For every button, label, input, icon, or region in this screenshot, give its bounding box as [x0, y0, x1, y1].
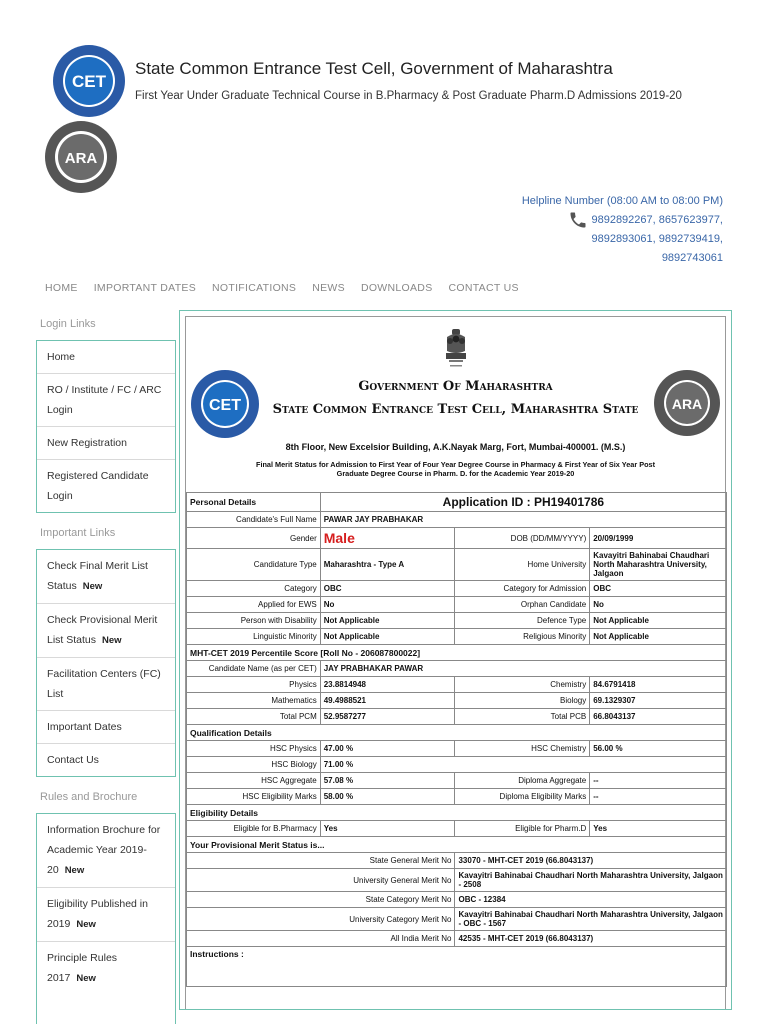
sidebar-item-eligibility[interactable] — [37, 888, 175, 942]
nav-news[interactable]: NEWS — [312, 282, 345, 294]
field-label: Biology — [455, 693, 590, 709]
table-row — [187, 789, 727, 805]
field-label: Home University — [455, 549, 590, 581]
login-links-box — [36, 340, 176, 513]
physics-value: 23.8814948 — [320, 677, 455, 693]
merit-status-frame — [185, 316, 726, 1009]
rules-heading: Rules and Brochure — [40, 791, 138, 803]
field-label: Applied for EWS — [187, 597, 321, 613]
field-label: State Category Merit No — [187, 892, 455, 908]
cet-logo — [52, 44, 126, 118]
field-label: Category — [187, 581, 321, 597]
sidebar-item-label: Information Brochure for Academic Year 2019-20 — [47, 824, 161, 876]
important-links-box — [36, 549, 176, 777]
sidebar-item-ro-login[interactable]: RO / Institute / FC / ARC Login — [37, 374, 175, 427]
sidebar-item-new-registration[interactable]: New Registration — [37, 427, 175, 460]
nav-notifications[interactable]: NOTIFICATIONS — [212, 282, 297, 294]
field-label: Eligible for B.Pharmacy — [187, 821, 321, 837]
new-badge: New — [82, 581, 103, 592]
sidebar-item-contact-us[interactable]: Contact Us — [47, 754, 99, 766]
total-pcb-value: 66.8043137 — [590, 709, 727, 725]
category-value: OBC — [320, 581, 455, 597]
home-university-value: Kavayitri Bahinabai Chaudhari North Maharashtra University, Jalgaon — [590, 549, 727, 581]
login-links-heading: Login Links — [40, 318, 96, 330]
new-badge: New — [64, 865, 85, 876]
field-label: HSC Chemistry — [455, 741, 590, 757]
table-row — [187, 853, 727, 869]
table-row — [187, 661, 727, 677]
cet-logo-text: CET — [72, 72, 106, 91]
important-links-heading: Important Links — [40, 527, 116, 539]
field-label: Eligible for Pharm.D — [455, 821, 590, 837]
mathematics-value: 49.4988521 — [320, 693, 455, 709]
field-label: University General Merit No — [187, 869, 455, 892]
field-label: Category for Admission — [455, 581, 590, 597]
linguistic-minority-value: Not Applicable — [320, 629, 455, 645]
table-row — [187, 773, 727, 789]
field-label: HSC Biology — [187, 757, 321, 773]
total-pcm-value: 52.9587277 — [320, 709, 455, 725]
ews-value: No — [320, 597, 455, 613]
field-label: Candidate's Full Name — [187, 512, 321, 528]
field-label: Linguistic Minority — [187, 629, 321, 645]
gov-heading: Government Of Maharashtra — [358, 379, 553, 394]
helpline — [522, 192, 723, 268]
sidebar — [36, 310, 176, 1024]
table-row — [187, 837, 727, 853]
sidebar-item-label: Eligibility Published in 2019 — [47, 898, 148, 930]
cell-heading: State Common Entrance Test Cell, Maharashtra State — [272, 402, 639, 417]
field-label: Gender — [187, 528, 321, 549]
field-label: Candidature Type — [187, 549, 321, 581]
ara-logo-text: ARA — [64, 150, 98, 167]
sidebar-item-label: Check Provisional Merit List Status — [47, 614, 158, 646]
table-row — [187, 613, 727, 629]
university-category-merit-value: Kavayitri Bahinabai Chaudhari North Maharashtra University, Jalgaon - OBC - 1567 — [455, 908, 727, 931]
field-label: Physics — [187, 677, 321, 693]
table-row — [187, 725, 727, 741]
table-row — [187, 581, 727, 597]
nav-important-dates[interactable]: IMPORTANT DATES — [93, 282, 197, 294]
field-label: University Category Merit No — [187, 908, 455, 931]
field-label: HSC Aggregate — [187, 773, 321, 789]
merit-status-heading: Your Provisional Merit Status is... — [187, 837, 727, 853]
instructions-label: Instructions : — [187, 947, 727, 987]
field-label: Orphan Candidate — [455, 597, 590, 613]
pharmd-eligible-value: Yes — [590, 821, 727, 837]
admission-category-value: OBC — [590, 581, 727, 597]
helpline-label: Helpline Number (08:00 AM to 08:00 PM) — [521, 195, 723, 207]
field-label: Diploma Aggregate — [455, 773, 590, 789]
new-badge: New — [76, 973, 96, 984]
ara-logo — [44, 120, 118, 194]
table-row — [187, 528, 727, 549]
merit-status-title: Final Merit Status for Admission to First Year of Four Year Degree Course in Pharmacy & First Year of Six Year Post Graduate Degree Course in Pharm. D. for the Academic Year 2019-20 — [255, 460, 656, 478]
field-label: Diploma Eligibility Marks — [455, 789, 590, 805]
hsc-biology-value: 71.00 % — [320, 757, 726, 773]
field-label: Total PCB — [455, 709, 590, 725]
field-label: Person with Disability — [187, 613, 321, 629]
defence-value: Not Applicable — [590, 613, 727, 629]
cet-candidate-name: JAY PRABHAKAR PAWAR — [320, 661, 726, 677]
sidebar-item-principle-rules[interactable] — [37, 942, 175, 995]
diploma-eligibility-value: -- — [590, 789, 727, 805]
all-india-merit-value: 42535 - MHT-CET 2019 (66.8043137) — [455, 931, 727, 947]
table-row — [187, 597, 727, 613]
site-title: State Common Entrance Test Cell, Government of Maharashtra — [135, 59, 613, 78]
table-row — [187, 869, 727, 892]
hsc-aggregate-value: 57.08 % — [320, 773, 455, 789]
field-label: All India Merit No — [187, 931, 455, 947]
dob-value: 20/09/1999 — [590, 528, 727, 549]
site-subtitle: First Year Under Graduate Technical Course in B.Pharmacy & Post Graduate Pharm.D Admissions 2019-20 — [135, 90, 682, 102]
table-row — [187, 805, 727, 821]
candidature-type-value: Maharashtra - Type A — [320, 549, 455, 581]
field-label: Religious Minority — [455, 629, 590, 645]
main-nav — [45, 282, 535, 294]
table-row — [187, 645, 727, 661]
nav-downloads[interactable]: DOWNLOADS — [360, 282, 433, 294]
sidebar-item-brochure[interactable] — [37, 814, 175, 888]
state-general-merit-value: 33070 - MHT-CET 2019 (66.8043137) — [455, 853, 727, 869]
table-row — [187, 512, 727, 528]
qualification-heading: Qualification Details — [187, 725, 727, 741]
chemistry-value: 84.6791418 — [590, 677, 727, 693]
bpharm-eligible-value: Yes — [320, 821, 455, 837]
field-label: DOB (DD/MM/YYYY) — [455, 528, 590, 549]
table-row — [187, 908, 727, 931]
table-row — [187, 757, 727, 773]
sidebar-item-important-dates[interactable]: Important Dates — [37, 711, 175, 744]
table-row — [187, 947, 727, 987]
application-id: Application ID : PH19401786 — [320, 493, 726, 512]
biology-value: 69.1329307 — [590, 693, 727, 709]
nav-home[interactable]: HOME — [45, 282, 78, 294]
field-label: Mathematics — [187, 693, 321, 709]
hsc-chemistry-value: 56.00 % — [590, 741, 727, 757]
field-label: State General Merit No — [187, 853, 455, 869]
table-row — [187, 892, 727, 908]
table-row — [187, 709, 727, 725]
new-badge: New — [76, 919, 96, 930]
new-badge: New — [102, 635, 122, 646]
gender-value: Male — [320, 528, 455, 549]
sidebar-item-final-merit[interactable] — [37, 550, 175, 604]
field-label: Chemistry — [455, 677, 590, 693]
helpline-numbers-3[interactable]: 9892743061 — [661, 252, 723, 264]
helpline-numbers-1[interactable]: 9892892267, 8657623977, — [591, 214, 723, 226]
sidebar-item-label: Principle Rules 2017 — [47, 952, 118, 984]
orphan-value: No — [590, 597, 727, 613]
national-emblem-icon — [441, 327, 471, 373]
hsc-physics-value: 47.00 % — [320, 741, 455, 757]
sidebar-item-home[interactable]: Home — [37, 341, 175, 374]
pwd-value: Not Applicable — [320, 613, 455, 629]
helpline-numbers-2[interactable]: 9892893061, 9892739419, — [591, 233, 723, 245]
table-row — [187, 931, 727, 947]
field-label: HSC Physics — [187, 741, 321, 757]
candidate-full-name: PAWAR JAY PRABHAKAR — [320, 512, 726, 528]
hsc-eligibility-value: 58.00 % — [320, 789, 455, 805]
sidebar-item-fc-list[interactable]: Facilitation Centers (FC) List — [37, 658, 175, 711]
field-label: Defence Type — [455, 613, 590, 629]
merit-status-document — [179, 310, 732, 1010]
table-row — [187, 821, 727, 837]
table-row — [187, 493, 727, 512]
state-category-merit-value: OBC - 12384 — [455, 892, 727, 908]
rules-box — [36, 813, 176, 1024]
personal-details-heading: Personal Details — [187, 493, 321, 512]
field-label: Total PCM — [187, 709, 321, 725]
cell-address: 8th Floor, New Excelsior Building, A.K.Nayak Marg, Fort, Mumbai-400001. (M.S.) — [285, 442, 626, 452]
university-general-merit-value: Kavayitri Bahinabai Chaudhari North Maharashtra University, Jalgaon - 2508 — [455, 869, 727, 892]
cet-score-heading: MHT-CET 2019 Percentile Score [Roll No - 206087800022] — [187, 645, 727, 661]
religious-minority-value: Not Applicable — [590, 629, 727, 645]
table-row — [187, 741, 727, 757]
table-row — [187, 629, 727, 645]
nav-contact-us[interactable]: CONTACT US — [448, 282, 519, 294]
table-row — [187, 677, 727, 693]
sidebar-item-provisional-merit[interactable] — [37, 604, 175, 658]
table-row — [187, 693, 727, 709]
sidebar-item-registered-login[interactable]: Registered Candidate Login — [47, 470, 149, 502]
document-cet-logo-text: CET — [209, 397, 241, 414]
table-row — [187, 549, 727, 581]
sidebar-item-label: Check Final Merit List Status — [47, 560, 148, 592]
diploma-aggregate-value: -- — [590, 773, 727, 789]
field-label: Candidate Name (as per CET) — [187, 661, 321, 677]
eligibility-heading: Eligibility Details — [187, 805, 727, 821]
document-ara-logo-text: ARA — [671, 396, 703, 412]
field-label: HSC Eligibility Marks — [187, 789, 321, 805]
merit-status-table — [186, 492, 727, 987]
